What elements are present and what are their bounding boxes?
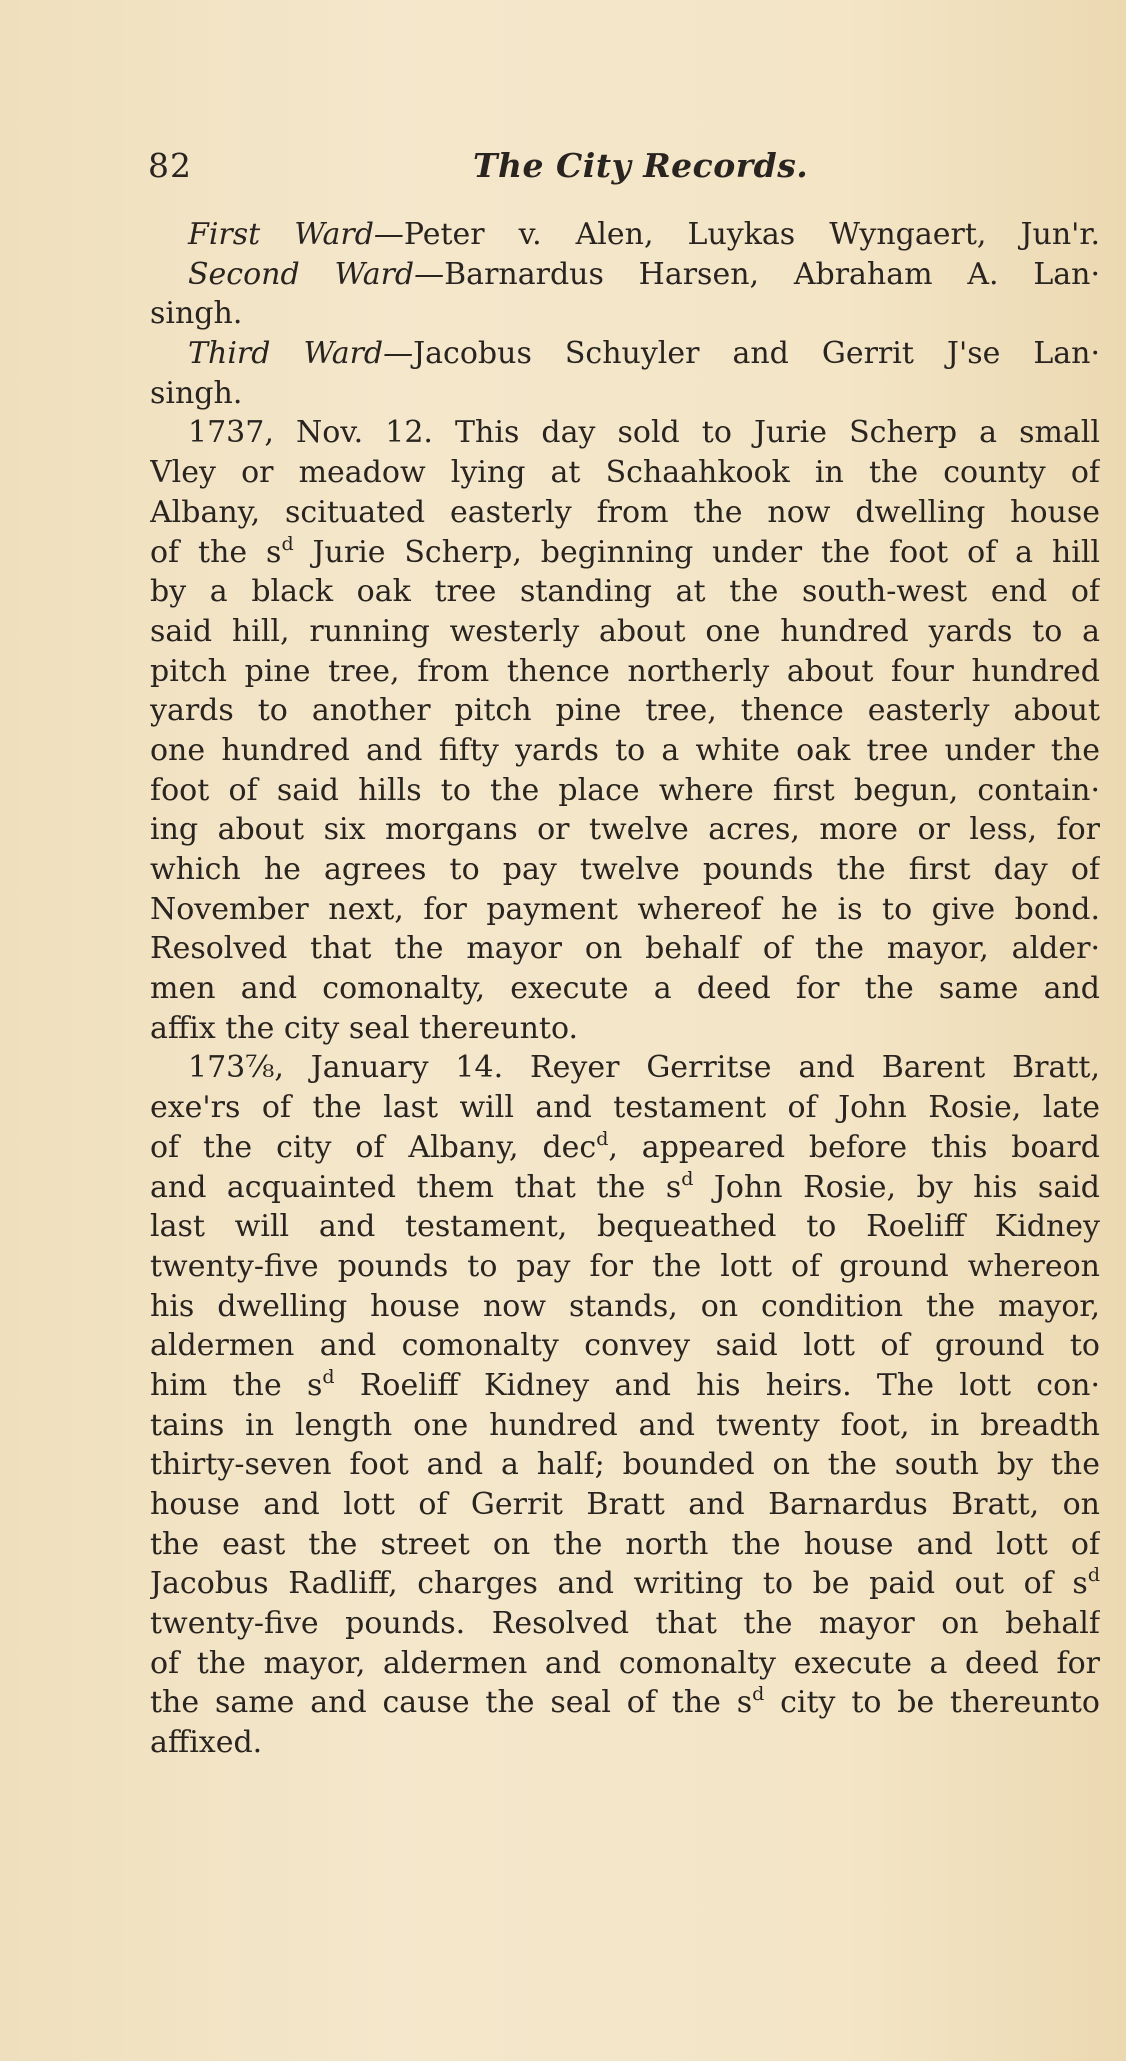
- text-line: tains in length one hundred and twenty foot, in breadth: [150, 1407, 1100, 1443]
- page-number: 82: [148, 146, 192, 185]
- text-line: foot of said hills to the place where first begun, contain·: [150, 772, 1100, 808]
- superscript: d: [322, 1365, 335, 1388]
- text-segment: Jurie Scherp, beginning under the foot of a hill: [293, 534, 1100, 570]
- text-segment: , appeared before this board: [608, 1129, 1100, 1165]
- body-text: [150, 215, 1100, 1763]
- superscript: d: [281, 532, 294, 555]
- superscript: d: [1087, 1564, 1100, 1587]
- text-segment: Roeliff Kidney and his heirs. The lott con·: [334, 1367, 1100, 1403]
- text-line: men and comonalty, execute a deed for the same and: [150, 971, 1100, 1007]
- text-line: house and lott of Gerrit Bratt and Barnardus Bratt, on: [150, 1487, 1100, 1522]
- text-line: last will and testament, bequeathed to Roeliff Kidney: [150, 1209, 1100, 1245]
- text-segment: city to be thereunto: [764, 1685, 1100, 1721]
- text-line: [150, 1564, 1100, 1604]
- text-line: yards to another pitch pine tree, thence easterly about: [150, 693, 1100, 729]
- text-segment: Jacobus Radliff, charges and writing to be paid out of s: [150, 1566, 1088, 1602]
- text-line: 1737, Nov. 12. This day sold to Jurie Scherp a small: [188, 415, 1100, 451]
- text-line: exe'rs of the last will and testament of John Rosie, late: [150, 1090, 1100, 1126]
- ward-label: Second Ward—: [188, 256, 445, 292]
- text-segment: John Rosie, by his said: [693, 1169, 1100, 1205]
- ward-members: Peter v. Alen, Luykas Wyngaert, Jun'r.: [403, 217, 1100, 252]
- text-line: affix the city seal thereunto.: [150, 1010, 579, 1046]
- text-line: by a black oak tree standing at the south-west end of: [150, 574, 1100, 610]
- text-segment: and acquainted them that the s: [150, 1169, 682, 1205]
- text-line: [150, 1366, 1100, 1406]
- ward-members: Barnardus Harsen, Abraham A. Lan·: [444, 256, 1100, 292]
- text-line: [150, 1683, 1100, 1723]
- text-line: [150, 255, 1100, 295]
- text-line: of the mayor, aldermen and comonalty execute a deed for: [150, 1645, 1100, 1681]
- text-line: [150, 1128, 1100, 1168]
- ward-label: Third Ward—: [188, 336, 414, 372]
- text-line: [150, 1168, 1100, 1208]
- text-line: one hundred and fifty yards to a white oak tree under the: [150, 732, 1100, 768]
- text-line: his dwelling house now stands, on condition the mayor,: [150, 1288, 1100, 1324]
- text-line: twenty-five pounds to pay for the lott of ground whereon: [150, 1248, 1100, 1284]
- text-line: Albany, scituated easterly from the now dwelling house: [150, 494, 1100, 530]
- text-line: pitch pine tree, from thence northerly about four hundred: [150, 653, 1100, 689]
- ward-members: Jacobus Schuyler and Gerrit J'se Lan·: [413, 336, 1100, 372]
- text-line: which he agrees to pay twelve pounds the first day of: [150, 852, 1100, 887]
- text-line: affixed.: [150, 1725, 263, 1761]
- ward-label: First Ward—: [188, 217, 404, 252]
- superscript: d: [596, 1127, 609, 1150]
- text-line: [150, 215, 1100, 255]
- text-line: singh.: [150, 375, 243, 411]
- text-line: twenty-five pounds. Resolved that the mayor on behalf: [150, 1606, 1100, 1642]
- text-line: Vley or meadow lying at Schaahkook in the county of: [150, 455, 1100, 491]
- text-line: November next, for payment whereof he is to give bond.: [150, 891, 1100, 927]
- text-line: 173⅞, January 14. Reyer Gerritse and Barent Bratt,: [188, 1050, 1100, 1086]
- page-header: [148, 146, 948, 196]
- superscript: d: [752, 1683, 765, 1706]
- text-segment: of the s: [150, 534, 282, 570]
- running-title: The City Records.: [473, 146, 809, 185]
- text-line: Resolved that the mayor on behalf of the mayor, alder·: [150, 931, 1100, 967]
- superscript: d: [681, 1167, 694, 1190]
- text-line: [150, 334, 1100, 374]
- text-line: [150, 533, 1100, 573]
- text-segment: the same and cause the seal of the s: [150, 1685, 753, 1721]
- text-line: said hill, running westerly about one hundred yards to a: [150, 613, 1100, 649]
- text-line: aldermen and comonalty convey said lott of ground to: [150, 1328, 1100, 1364]
- text-line: the east the street on the north the house and lott of: [150, 1526, 1100, 1562]
- text-segment: him the s: [150, 1367, 323, 1403]
- text-line: singh.: [150, 296, 243, 332]
- text-line: ing about six morgans or twelve acres, more or less, for: [150, 812, 1100, 848]
- text-line: thirty-seven foot and a half; bounded on the south by the: [150, 1447, 1100, 1483]
- text-segment: of the city of Albany, dec: [150, 1129, 597, 1165]
